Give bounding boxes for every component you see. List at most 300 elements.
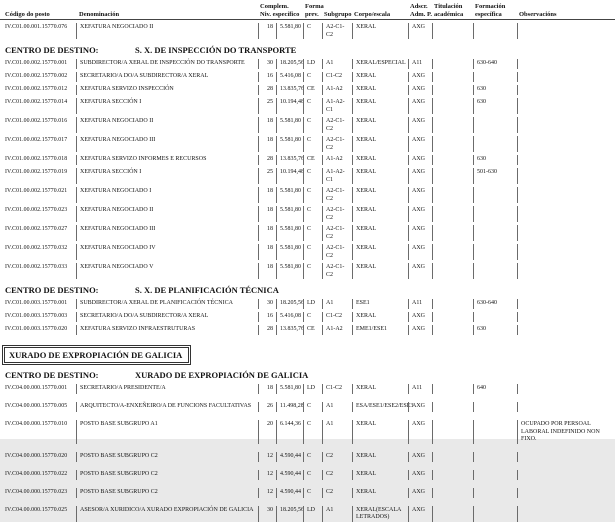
cell-corpo-escala: XERAL (352, 452, 408, 462)
cell-denominacion: XEFATURA NEGOCIADO II (76, 117, 258, 133)
cell-nivel: 28 (258, 325, 276, 335)
cell-adscricion: AXG (408, 72, 432, 82)
cell-forma-provision: C (303, 263, 322, 279)
cell-corpo-escala: XERAL(ESCALA LETRADOS) (352, 506, 408, 522)
cell-titulacion (432, 402, 473, 412)
cell-complemento-especifico: 18.205,56 (276, 506, 303, 522)
cell-subgrupo: A2-C1-C2 (322, 263, 352, 279)
cell-formacion: 630 (473, 325, 517, 335)
centro-label: CENTRO DE DESTINO: (5, 45, 99, 55)
cell-subgrupo: A2-C1-C2 (322, 136, 352, 152)
cell-subgrupo: A1 (322, 420, 352, 444)
header-forma-prev: Forma prev. (305, 3, 324, 18)
cell-denominacion: XEFATURA SECCIÓN I (76, 98, 258, 114)
cell-observacions (517, 312, 615, 322)
cell-adscricion: AXG (408, 225, 432, 241)
cell-adscricion: A11 (408, 384, 432, 394)
table-row (0, 23, 615, 39)
cell-subgrupo: A2-C1-C2 (322, 206, 352, 222)
cell-subgrupo: C2 (322, 452, 352, 462)
cell-formacion (473, 420, 517, 444)
cell-observacions (517, 225, 615, 241)
cell-nivel: 18 (258, 263, 276, 279)
cell-titulacion (432, 117, 473, 133)
cell-forma-provision: CE (303, 155, 322, 165)
cell-subgrupo: A2-C1-C2 (322, 244, 352, 260)
centro-destino-heading (0, 285, 615, 295)
cell-forma-provision: LD (303, 384, 322, 394)
cell-observacions (517, 506, 615, 522)
cell-codigo: IV.C01.00.002.15770.017 (5, 137, 68, 143)
header-subgrupo: Subgrupo (324, 10, 352, 18)
cell-forma-provision: C (303, 206, 322, 222)
cell-corpo-escala: XERAL (352, 136, 408, 152)
cell-formacion (473, 225, 517, 241)
cell-nivel: 16 (258, 312, 276, 322)
table-row (0, 72, 615, 82)
table-row (0, 98, 615, 114)
cell-complemento-especifico: 5.581,80 (276, 225, 303, 241)
cell-formacion (473, 488, 517, 498)
cell-nivel: 18 (258, 136, 276, 152)
cell-formacion (473, 117, 517, 133)
cell-adscricion: AXG (408, 420, 432, 444)
cell-formacion (473, 506, 517, 522)
cell-corpo-escala: XERAL (352, 72, 408, 82)
cell-codigo: IV.C01.00.003.15770.020 (5, 326, 68, 332)
cell-observacions (517, 187, 615, 203)
cell-observacions (517, 136, 615, 152)
cell-complemento-especifico: 4.590,44 (276, 452, 303, 462)
cell-nivel: 18 (258, 384, 276, 394)
cell-titulacion (432, 23, 473, 39)
centro-destino-heading (0, 45, 615, 55)
cell-denominacion: POSTO BASE SUBGRUPO C2 (76, 470, 258, 480)
cell-forma-provision: CE (303, 85, 322, 95)
cell-codigo: IV.C01.00.002.15770.001 (5, 60, 68, 66)
section-rows (0, 59, 615, 279)
cell-formacion (473, 136, 517, 152)
cell-denominacion: XEFATURA NEGOCIADO IV (76, 244, 258, 260)
cell-forma-provision: C (303, 98, 322, 114)
cell-codigo: IV.C01.00.003.15770.003 (5, 313, 68, 319)
cell-codigo: IV.C04.00.000.15770.005 (5, 403, 68, 409)
cell-forma-provision: C (303, 23, 322, 39)
cell-formacion: 630 (473, 85, 517, 95)
cell-complemento-especifico: 5.581,80 (276, 23, 303, 39)
cell-adscricion: AXG (408, 117, 432, 133)
cell-formacion (473, 470, 517, 480)
cell-observacions (517, 244, 615, 260)
cell-denominacion: XEFATURA NEGOCIADO III (76, 225, 258, 241)
cell-denominacion: XEFATURA SERVIZO INFORMES E RECURSOS (76, 155, 258, 165)
cell-nivel: 18 (258, 23, 276, 39)
cell-titulacion (432, 225, 473, 241)
cell-nivel: 12 (258, 470, 276, 480)
cell-forma-provision: C (303, 72, 322, 82)
cell-subgrupo: A1 (322, 299, 352, 309)
cell-formacion: 630-640 (473, 299, 517, 309)
cell-observacions (517, 402, 615, 412)
centro-destino-heading (0, 370, 615, 380)
cell-complemento-especifico: 10.194,48 (276, 168, 303, 184)
table-header (0, 2, 615, 20)
cell-nivel: 18 (258, 187, 276, 203)
cell-adscricion: AXG (408, 168, 432, 184)
cell-titulacion (432, 470, 473, 480)
cell-titulacion (432, 136, 473, 152)
cell-corpo-escala: XERAL (352, 23, 408, 39)
cell-nivel: 30 (258, 299, 276, 309)
centro-title: XURADO DE EXPROPIACIÓN DE GALICIA (135, 370, 309, 380)
cell-adscricion: AXG (408, 206, 432, 222)
cell-subgrupo: A1 (322, 402, 352, 412)
boxed-title: XURADO DE EXPROPIACIÓN DE GALICIA (4, 347, 189, 363)
cell-codigo: IV.C01.00.001.15770.076 (5, 24, 68, 30)
cell-subgrupo: C1-C2 (322, 312, 352, 322)
cell-forma-provision: C (303, 452, 322, 462)
cell-corpo-escala: XERAL (352, 206, 408, 222)
cell-adscricion: AXG (408, 488, 432, 498)
cell-forma-provision: LD (303, 59, 322, 69)
table-row (0, 384, 615, 394)
header-complem-nivel: Complem. Niv. específico (260, 3, 300, 18)
cell-forma-provision: C (303, 244, 322, 260)
header-adscricion: Adscr. Adm. P. (410, 3, 432, 18)
cell-observacions: OCUPADO POR PERSOAL LABORAL INDEFINIDO NON FIXO. (517, 420, 615, 444)
boxed-heading-wrapper (4, 345, 615, 363)
table-row (0, 325, 615, 335)
cell-denominacion: XEFATURA NEGOCIADO II (76, 206, 258, 222)
cell-forma-provision: C (303, 420, 322, 444)
cell-titulacion (432, 384, 473, 394)
cell-titulacion (432, 59, 473, 69)
cell-complemento-especifico: 4.590,44 (276, 488, 303, 498)
table-row (0, 488, 615, 498)
cell-subgrupo: C1-C2 (322, 384, 352, 394)
cell-observacions (517, 206, 615, 222)
cell-nivel: 20 (258, 420, 276, 444)
cell-formacion (473, 23, 517, 39)
section-rows (0, 299, 615, 335)
cell-nivel: 30 (258, 506, 276, 522)
table-row (0, 420, 615, 444)
cell-adscricion: AXG (408, 85, 432, 95)
cell-complemento-especifico: 5.581,80 (276, 244, 303, 260)
cell-nivel: 30 (258, 59, 276, 69)
section-rows (0, 23, 615, 39)
cell-corpo-escala: XERAL (352, 244, 408, 260)
cell-forma-provision: C (303, 470, 322, 480)
cell-codigo: IV.C01.00.003.15770.001 (5, 300, 68, 306)
cell-complemento-especifico: 13.835,76 (276, 325, 303, 335)
cell-adscricion: AXG (408, 325, 432, 335)
cell-forma-provision: CE (303, 325, 322, 335)
cell-forma-provision: C (303, 117, 322, 133)
cell-observacions (517, 72, 615, 82)
cell-titulacion (432, 299, 473, 309)
header-corpo-escala: Corpo/escala (354, 10, 391, 18)
cell-denominacion: XEFATURA NEGOCIADO I (76, 187, 258, 203)
cell-forma-provision: C (303, 402, 322, 412)
cell-denominacion: XEFATURA SERVIZO INFRAESTRUTURAS (76, 325, 258, 335)
header-formacion: Formación específica (475, 3, 506, 18)
cell-complemento-especifico: 10.194,48 (276, 98, 303, 114)
cell-denominacion: POSTO BASE SUBGRUPO C2 (76, 452, 258, 462)
cell-forma-provision: C (303, 225, 322, 241)
cell-corpo-escala: XERAL (352, 85, 408, 95)
cell-corpo-escala: XERAL (352, 155, 408, 165)
table-row (0, 187, 615, 203)
cell-observacions (517, 325, 615, 335)
cell-nivel: 25 (258, 168, 276, 184)
cell-titulacion (432, 488, 473, 498)
cell-corpo-escala: XERAL (352, 98, 408, 114)
cell-titulacion (432, 325, 473, 335)
cell-complemento-especifico: 5.581,80 (276, 263, 303, 279)
cell-codigo: IV.C01.00.002.15770.018 (5, 156, 68, 162)
cell-adscricion: AXG (408, 244, 432, 260)
table-body (0, 23, 615, 522)
table-row (0, 117, 615, 133)
cell-titulacion (432, 187, 473, 203)
cell-formacion (473, 72, 517, 82)
cell-complemento-especifico: 5.416,08 (276, 312, 303, 322)
cell-formacion (473, 452, 517, 462)
cell-codigo: IV.C04.00.000.15770.023 (5, 488, 68, 495)
cell-nivel: 25 (258, 98, 276, 114)
header-denominacion: Denominación (79, 10, 120, 18)
cell-subgrupo: A2-C1-C2 (322, 187, 352, 203)
table-row (0, 470, 615, 480)
cell-denominacion: ARQUITECTO/A-ENXEÑEIRO/A DE FUNCIONS FACULTATIVAS (76, 402, 258, 412)
cell-forma-provision: LD (303, 299, 322, 309)
table-row (0, 299, 615, 309)
cell-codigo: IV.C01.00.002.15770.014 (5, 99, 68, 105)
cell-complemento-especifico: 5.416,08 (276, 72, 303, 82)
cell-complemento-especifico: 6.144,36 (276, 420, 303, 444)
cell-denominacion: XEFATURA NEGOCIADO II (76, 23, 258, 39)
cell-complemento-especifico: 5.581,80 (276, 117, 303, 133)
centro-label: CENTRO DE DESTINO: (5, 370, 99, 380)
cell-complemento-especifico: 11.498,28 (276, 402, 303, 412)
cell-complemento-especifico: 18.205,56 (276, 59, 303, 69)
cell-forma-provision: C (303, 168, 322, 184)
cell-subgrupo: A1-A2 (322, 85, 352, 95)
cell-formacion: 501-630 (473, 168, 517, 184)
section-rows (0, 384, 615, 522)
cell-nivel: 18 (258, 225, 276, 241)
header-observacions: Observacións (519, 10, 557, 18)
cell-corpo-escala: XERAL (352, 187, 408, 203)
cell-complemento-especifico: 5.581,80 (276, 206, 303, 222)
cell-titulacion (432, 206, 473, 222)
cell-codigo: IV.C01.00.002.15770.012 (5, 86, 68, 92)
cell-codigo: IV.C01.00.002.15770.032 (5, 245, 68, 251)
cell-formacion (473, 402, 517, 412)
cell-denominacion: ASESOR/A XURIDICO/A XURADO EXPROPIACIÓN DE GALICIA (76, 506, 258, 522)
cell-observacions (517, 85, 615, 95)
cell-formacion (473, 263, 517, 279)
cell-titulacion (432, 72, 473, 82)
cell-corpo-escala: XERAL (352, 384, 408, 394)
table-row (0, 263, 615, 279)
cell-complemento-especifico: 4.590,44 (276, 470, 303, 480)
cell-observacions (517, 155, 615, 165)
cell-titulacion (432, 506, 473, 522)
table-row (0, 244, 615, 260)
cell-formacion: 630 (473, 155, 517, 165)
cell-observacions (517, 168, 615, 184)
cell-denominacion: XEFATURA NEGOCIADO III (76, 136, 258, 152)
cell-corpo-escala: XERAL/ESPECIAL (352, 59, 408, 69)
table-row (0, 402, 615, 412)
table-row (0, 168, 615, 184)
cell-formacion: 630-640 (473, 59, 517, 69)
centro-label: CENTRO DE DESTINO: (5, 285, 99, 295)
cell-adscricion: A11 (408, 299, 432, 309)
cell-formacion: 640 (473, 384, 517, 394)
cell-titulacion (432, 168, 473, 184)
cell-observacions (517, 299, 615, 309)
cell-nivel: 28 (258, 85, 276, 95)
table-row (0, 155, 615, 165)
cell-subgrupo: A1 (322, 506, 352, 522)
cell-codigo: IV.C04.00.000.15770.001 (5, 385, 68, 391)
cell-observacions (517, 59, 615, 69)
table-row (0, 452, 615, 462)
cell-codigo: IV.C01.00.002.15770.002 (5, 73, 68, 79)
cell-denominacion: XEFATURA SERVIZO INSPECCIÓN (76, 85, 258, 95)
cell-adscricion: AXG (408, 187, 432, 203)
cell-codigo: IV.C01.00.002.15770.027 (5, 226, 68, 232)
cell-corpo-escala: ESA/ESE1/ESE2/ESE3 (352, 402, 408, 412)
cell-corpo-escala: XERAL (352, 312, 408, 322)
cell-subgrupo: C1-C2 (322, 72, 352, 82)
cell-denominacion: SUBDIRECTOR/A XERAL DE PLANIFICACIÓN TÉCNICA (76, 299, 258, 309)
cell-subgrupo: A1-A2-C1 (322, 98, 352, 114)
cell-nivel: 28 (258, 155, 276, 165)
cell-nivel: 26 (258, 402, 276, 412)
cell-subgrupo: A1-A2-C1 (322, 168, 352, 184)
cell-adscricion: A11 (408, 59, 432, 69)
cell-subgrupo: A2-C1-C2 (322, 225, 352, 241)
cell-complemento-especifico: 5.581,80 (276, 384, 303, 394)
cell-adscricion: AXG (408, 136, 432, 152)
cell-adscricion: AXG (408, 23, 432, 39)
cell-formacion (473, 244, 517, 260)
cell-adscricion: AXG (408, 155, 432, 165)
cell-codigo: IV.C01.00.002.15770.023 (5, 207, 68, 213)
cell-formacion (473, 312, 517, 322)
centro-title: S. X. DE PLANIFICACIÓN TÉCNICA (135, 285, 279, 295)
cell-codigo: IV.C01.00.002.15770.019 (5, 169, 68, 175)
cell-titulacion (432, 452, 473, 462)
cell-complemento-especifico: 18.205,56 (276, 299, 303, 309)
cell-subgrupo: C2 (322, 470, 352, 480)
cell-codigo: IV.C01.00.002.15770.016 (5, 118, 68, 124)
cell-titulacion (432, 155, 473, 165)
cell-codigo: IV.C04.00.000.15770.025 (5, 506, 68, 513)
cell-observacions (517, 488, 615, 498)
cell-codigo: IV.C04.00.000.15770.020 (5, 452, 68, 459)
cell-codigo: IV.C04.00.000.15770.010 (5, 421, 68, 427)
cell-denominacion: POSTO BASE SUBGRUPO C2 (76, 488, 258, 498)
cell-titulacion (432, 244, 473, 260)
header-titulacion: Titulación académica (434, 3, 464, 18)
cell-observacions (517, 117, 615, 133)
cell-adscricion: AXG (408, 263, 432, 279)
cell-titulacion (432, 98, 473, 114)
cell-subgrupo: A2-C1-C2 (322, 117, 352, 133)
cell-adscricion: AXG (408, 402, 432, 412)
cell-denominacion: POSTO BASE SUBGRUPO A1 (76, 420, 258, 444)
cell-denominacion: XEFATURA SECCIÓN I (76, 168, 258, 184)
cell-formacion (473, 187, 517, 203)
cell-nivel: 16 (258, 72, 276, 82)
cell-complemento-especifico: 13.835,76 (276, 85, 303, 95)
table-row (0, 506, 615, 522)
cell-adscricion: AXG (408, 506, 432, 522)
cell-titulacion (432, 420, 473, 444)
cell-codigo: IV.C01.00.002.15770.021 (5, 188, 68, 194)
header-codigo: Código do posto (5, 10, 50, 18)
cell-subgrupo: A1-A2 (322, 325, 352, 335)
cell-corpo-escala: XERAL (352, 488, 408, 498)
centro-title: S. X. DE INSPECCIÓN DO TRANSPORTE (135, 45, 297, 55)
cell-codigo: IV.C04.00.000.15770.022 (5, 470, 68, 477)
cell-adscricion: AXG (408, 312, 432, 322)
cell-complemento-especifico: 5.581,80 (276, 136, 303, 152)
cell-forma-provision: C (303, 187, 322, 203)
cell-subgrupo: A1-A2 (322, 155, 352, 165)
cell-nivel: 18 (258, 244, 276, 260)
cell-forma-provision: C (303, 488, 322, 498)
cell-adscricion: AXG (408, 98, 432, 114)
cell-denominacion: SUBDIRECTOR/A XERAL DE INSPECCIÓN DO TRANSPORTE (76, 59, 258, 69)
cell-forma-provision: C (303, 136, 322, 152)
cell-denominacion: SECRETARIO/A DO/A SUBDIRECTOR/A XERAL (76, 72, 258, 82)
cell-complemento-especifico: 5.581,80 (276, 187, 303, 203)
cell-denominacion: XEFATURA NEGOCIADO V (76, 263, 258, 279)
cell-adscricion: AXG (408, 452, 432, 462)
cell-corpo-escala: XERAL (352, 225, 408, 241)
cell-formacion (473, 206, 517, 222)
table-row (0, 312, 615, 322)
cell-subgrupo: A1 (322, 59, 352, 69)
cell-observacions (517, 470, 615, 480)
cell-subgrupo: C2 (322, 488, 352, 498)
table-row (0, 59, 615, 69)
cell-observacions (517, 384, 615, 394)
cell-titulacion (432, 263, 473, 279)
cell-corpo-escala: XERAL (352, 263, 408, 279)
cell-corpo-escala: XERAL (352, 420, 408, 444)
cell-corpo-escala: XERAL (352, 470, 408, 480)
table-row (0, 206, 615, 222)
cell-observacions (517, 23, 615, 39)
cell-subgrupo: A2-C1-C2 (322, 23, 352, 39)
table-row (0, 85, 615, 95)
cell-formacion: 630 (473, 98, 517, 114)
table-row (0, 136, 615, 152)
cell-adscricion: AXG (408, 470, 432, 480)
cell-corpo-escala: XERAL (352, 117, 408, 133)
cell-denominacion: SECRETARIO/A DO/A SUBDIRECTOR/A XERAL (76, 312, 258, 322)
cell-titulacion (432, 312, 473, 322)
cell-observacions (517, 452, 615, 462)
cell-complemento-especifico: 13.835,76 (276, 155, 303, 165)
